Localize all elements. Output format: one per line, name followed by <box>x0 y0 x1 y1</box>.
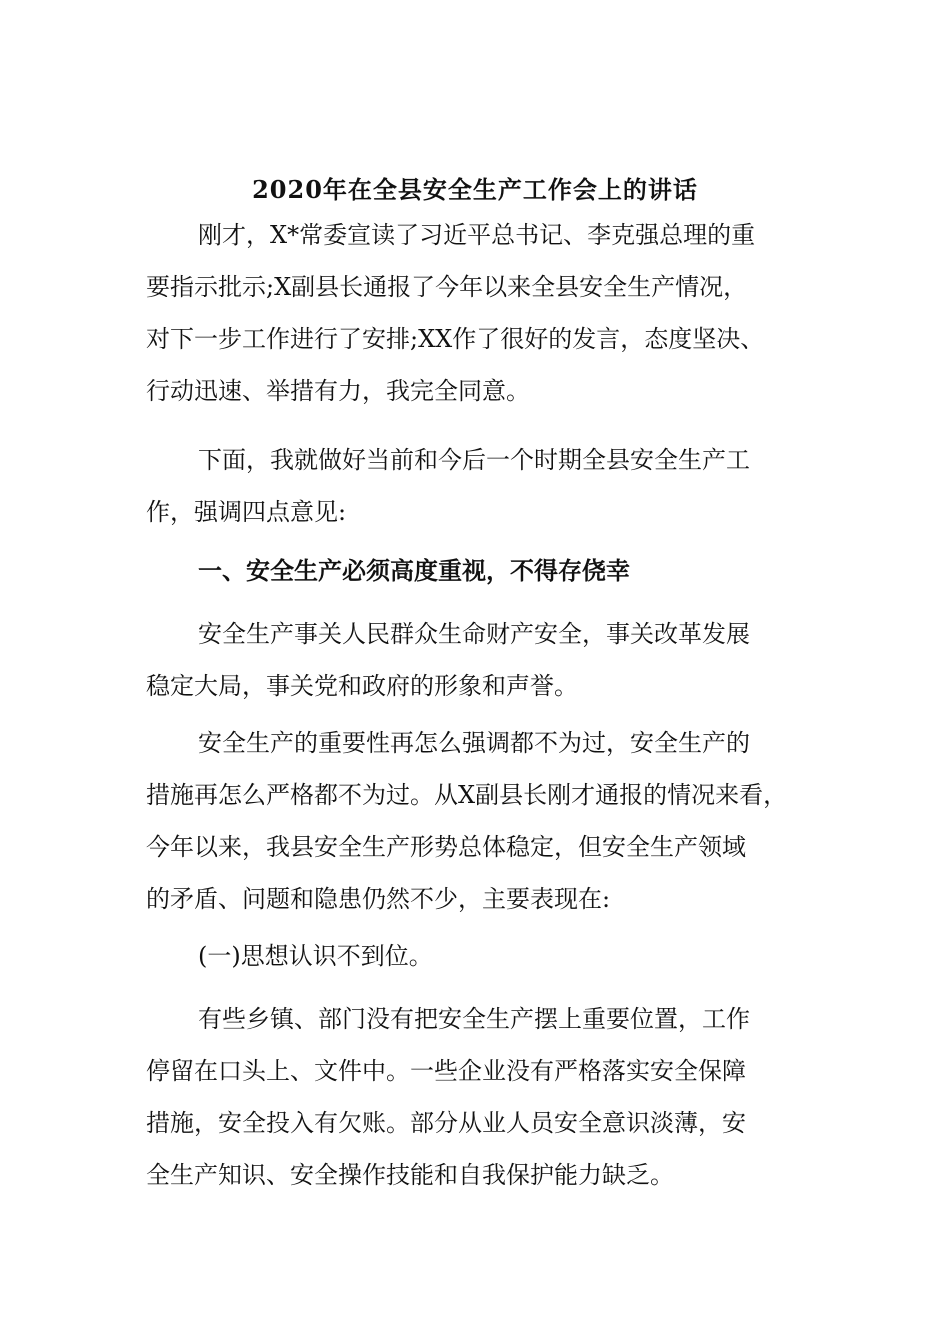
paragraph-line: 要指示批示;X副县长通报了今年以来全县安全生产情况， <box>146 273 748 301</box>
paragraph-line: 的矛盾、问题和隐患仍然不少，主要表现在: <box>146 885 611 913</box>
paragraph-line: 对下一步工作进行了安排;XX作了很好的发言，态度坚决、 <box>146 325 765 353</box>
paragraph-line: 措施再怎么严格都不为过。从X副县长刚才通报的情况来看， <box>146 781 788 809</box>
subsection-heading-1 <box>146 930 826 982</box>
paragraph-line: 停留在口头上、文件中。一些企业没有严格落实安全保障 <box>146 1057 746 1085</box>
paragraph-4 <box>146 717 826 925</box>
paragraph-line: 措施，安全投入有欠账。部分从业人员安全意识淡薄，安 <box>146 1109 746 1137</box>
paragraph-line: 安全生产的重要性再怎么强调都不为过，安全生产的 <box>198 729 750 757</box>
heading-line: 一、安全生产必须高度重视，不得存侥幸 <box>198 556 630 585</box>
paragraph-line: 安全生产事关人民群众生命财产安全，事关改革发展 <box>198 620 750 648</box>
paragraph-line: 全生产知识、安全操作技能和自我保护能力缺乏。 <box>146 1161 674 1189</box>
paragraph-line: 稳定大局，事关党和政府的形象和声誉。 <box>146 672 578 700</box>
paragraph-line: 行动迅速、举措有力，我完全同意。 <box>146 377 530 405</box>
document-title: 2020年在全县安全生产工作会上的讲话 <box>252 175 698 204</box>
paragraph-line: 下面，我就做好当前和今后一个时期全县安全生产工 <box>198 446 750 474</box>
paragraph-line: 刚才，X*常委宣读了习近平总书记、李克强总理的重 <box>198 221 756 249</box>
paragraph-3 <box>146 608 826 712</box>
paragraph-line: 作，强调四点意见: <box>146 498 347 526</box>
paragraph-1 <box>146 209 826 417</box>
paragraph-line: 有些乡镇、部门没有把安全生产摆上重要位置，工作 <box>198 1005 750 1033</box>
paragraph-line: 今年以来，我县安全生产形势总体稳定，但安全生产领域 <box>146 833 746 861</box>
paragraph-5 <box>146 993 826 1201</box>
paragraph-2 <box>146 434 826 538</box>
section-heading-1 <box>146 545 826 597</box>
subheading-line: (一)思想认识不到位。 <box>198 942 433 970</box>
